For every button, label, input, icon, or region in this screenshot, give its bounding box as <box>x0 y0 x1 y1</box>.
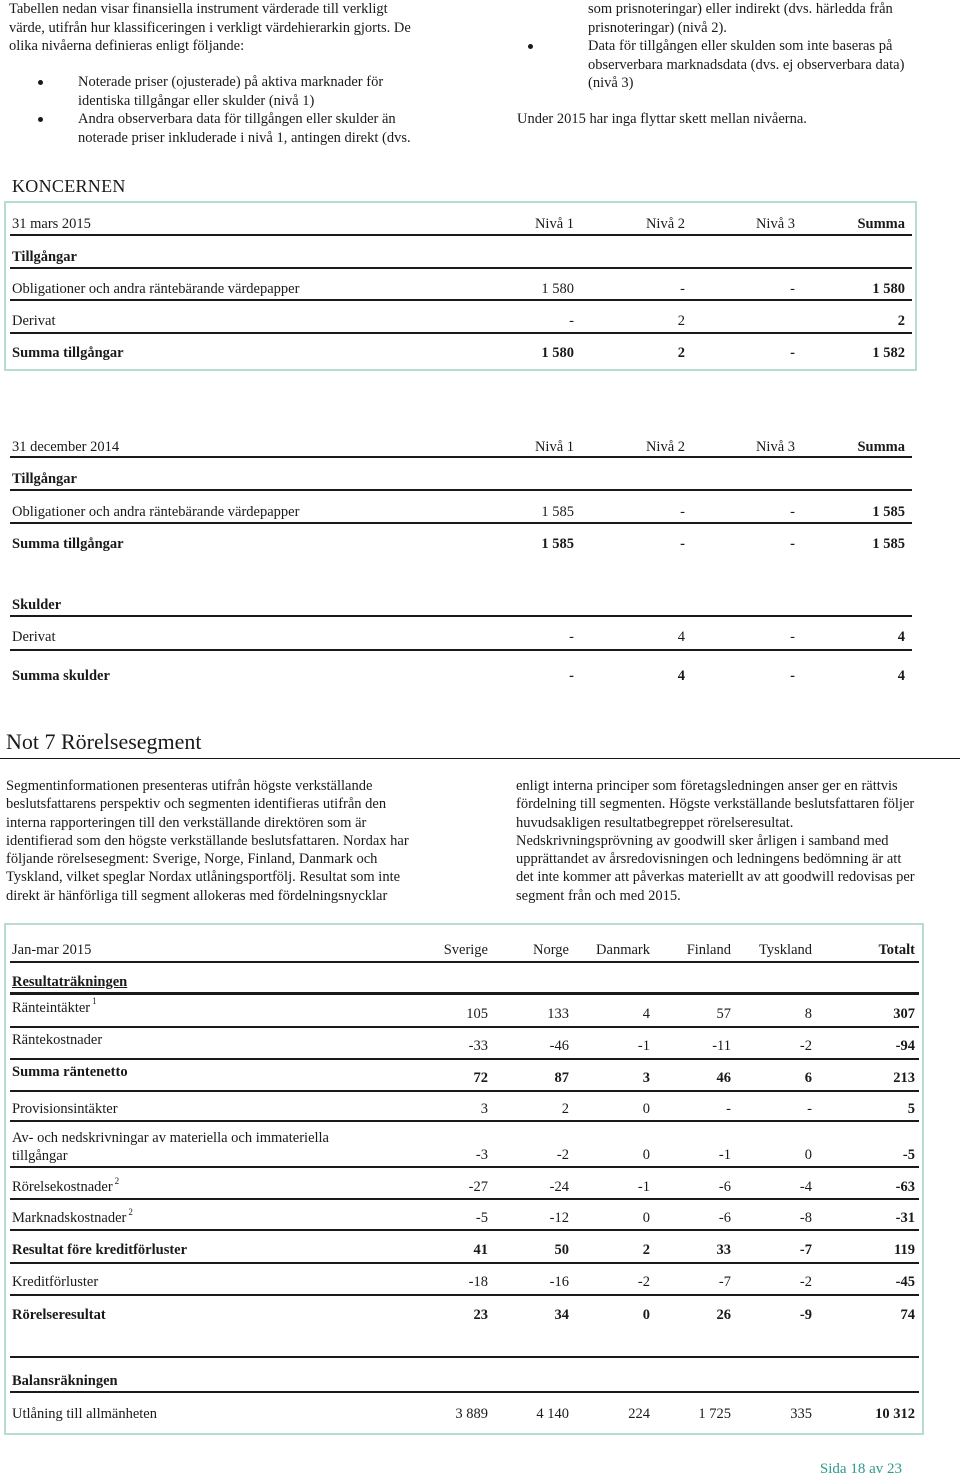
intro-line: olika nivåerna definieras enligt följande: <box>9 38 245 54</box>
table-cell: -2 <box>799 1038 812 1054</box>
table-row-total: Summa tillgångar 1 585 - - 1 585 <box>12 536 905 552</box>
table-row: Marknadskostnader $^2$ -5 -12 0 -6 -8 -31 <box>12 1207 915 1226</box>
table-cell: -7 <box>718 1274 731 1290</box>
divider <box>10 299 912 301</box>
note-title: Not 7 Rörelsesegment <box>6 729 202 754</box>
table-section: Skulder <box>12 597 62 613</box>
table-row-total: Summa tillgångar 1 580 2 - 1 582 <box>12 345 905 361</box>
table-row: Derivat - 2 2 <box>12 313 905 329</box>
table-cell: 307 <box>893 1006 915 1022</box>
divider <box>10 456 912 458</box>
table-cell: -11 <box>712 1038 731 1054</box>
level-list-left <box>0 73 480 147</box>
table-header: 31 december 2014 Nivå 1 Nivå 2 Nivå 3 Summa <box>12 439 905 455</box>
bullet-icon <box>38 117 43 122</box>
table-row: Kreditförluster -18 -16 -2 -7 -2 -45 <box>12 1274 915 1290</box>
divider <box>10 1120 919 1122</box>
table-cell: -31 <box>895 1210 915 1226</box>
table-cell: 87 <box>554 1070 569 1086</box>
table-cell: -8 <box>799 1210 812 1226</box>
divider <box>10 522 912 524</box>
table-header: 31 mars 2015 Nivå 1 Nivå 2 Nivå 3 Summa <box>12 216 905 232</box>
page-number: Sida 18 av 23 <box>819 1461 902 1477</box>
list-item-level-1: Noterade priser (ojusterade) på aktiva marknader för identiska tillgångar eller skulder (nivå 1) <box>0 73 480 110</box>
divider <box>10 1026 919 1028</box>
table-cell: -9 <box>799 1307 812 1323</box>
table-row: Utlåning till allmänheten 3 889 4 140 224 1 725 335 10 312 <box>12 1406 915 1422</box>
table-cell: - <box>807 1101 812 1117</box>
divider <box>10 267 912 269</box>
table-cell: -45 <box>895 1274 915 1290</box>
table-cell: 34 <box>554 1307 569 1323</box>
table-row: Räntekostnader -33 -46 -1 -11 -2 -94 <box>12 1032 915 1054</box>
table-cell: 0 <box>642 1147 650 1163</box>
table-cell: 3 <box>642 1070 650 1086</box>
table-cell: -94 <box>895 1038 915 1054</box>
divider <box>10 1229 919 1231</box>
divider <box>10 992 919 995</box>
table-cell: 50 <box>554 1242 569 1258</box>
table-cell: -12 <box>549 1210 569 1226</box>
table-cell: 74 <box>900 1307 915 1323</box>
intro-note: Under 2015 har inga flyttar skett mellan nivåerna. <box>517 111 807 127</box>
table-cell: 41 <box>473 1242 488 1258</box>
table-row: Resultat före kreditförluster 41 50 2 33 -7 119 <box>12 1242 915 1258</box>
table-cell: 0 <box>642 1307 650 1323</box>
table-cell: - <box>726 1101 731 1117</box>
divider <box>10 489 912 491</box>
table-cell: -24 <box>549 1179 569 1195</box>
table-cell: -2 <box>799 1274 812 1290</box>
table-cell: 57 <box>716 1006 731 1022</box>
footnote-marker: 2 <box>114 1176 120 1186</box>
table-cell: 72 <box>473 1070 488 1086</box>
table-cell: -46 <box>549 1038 569 1054</box>
table-cell: 4 <box>642 1006 650 1022</box>
table-cell: -2 <box>556 1147 569 1163</box>
divider <box>10 1166 919 1168</box>
table-cell: -6 <box>718 1179 731 1195</box>
table-cell: -2 <box>637 1274 650 1290</box>
divider <box>10 1356 919 1358</box>
table-cell: -4 <box>799 1179 812 1195</box>
table-row: Obligationer och andra räntebärande värdepapper 1 580 - - 1 580 <box>12 281 905 297</box>
divider <box>10 234 912 236</box>
footnote-marker: 2 <box>128 1207 133 1217</box>
table-row: Provisionsintäkter 3 2 0 - - 5 <box>12 1101 915 1117</box>
table-cell: 105 <box>466 1006 488 1022</box>
table-cell: 133 <box>547 1006 569 1022</box>
table-cell: 3 <box>480 1101 488 1117</box>
table-cell: 6 <box>804 1070 812 1086</box>
table-cell: -1 <box>637 1179 650 1195</box>
divider <box>10 615 912 617</box>
table-section: Tillgångar <box>12 249 77 265</box>
table-cell: -1 <box>718 1147 731 1163</box>
table-header: Jan-mar 2015 Sverige Norge Danmark Finland Tyskland Totalt <box>12 942 915 958</box>
table-cell: -6 <box>718 1210 731 1226</box>
table-cell: 0 <box>642 1101 650 1117</box>
list-item-level-2: Andra observerbara data för tillgången eller skulder än noterade priser inkluderade i nivå 1, antingen direkt (dvs. <box>0 110 480 147</box>
table-row: Rörelsekostnader $^2$ -27 -24 -1 -6 -4 -63 <box>12 1176 915 1195</box>
divider <box>10 332 912 334</box>
table-section: Resultaträkningen <box>12 974 128 990</box>
divider <box>10 1262 919 1264</box>
table-section: Balansräkningen <box>12 1373 118 1389</box>
table-cell: -63 <box>895 1179 915 1195</box>
table-row-total: Summa skulder - 4 - 4 <box>12 668 905 684</box>
intro-right: som prisnoteringar) eller indirekt (dvs. härledda från prisnoteringar) (nivå 2). <box>588 1 893 36</box>
table-cell: -1 <box>637 1038 650 1054</box>
divider <box>10 961 919 963</box>
divider <box>10 1391 919 1393</box>
table-cell: 2 <box>642 1242 650 1258</box>
table-cell: -7 <box>799 1242 812 1258</box>
title-underline <box>0 758 960 759</box>
bullet-icon <box>528 44 533 49</box>
table-cell: 8 <box>804 1006 812 1022</box>
divider <box>10 1090 919 1092</box>
table-cell: 46 <box>716 1070 731 1086</box>
table-cell: 33 <box>716 1242 731 1258</box>
table-cell: 2 <box>561 1101 569 1117</box>
intro-line: värde, utifrån hur klassificeringen i verkligt värdehierarkin gjorts. De <box>9 19 411 36</box>
table-cell: -5 <box>902 1147 915 1163</box>
footnote-marker: 1 <box>92 996 97 1006</box>
table-row: Rörelseresultat 23 34 0 26 -9 74 <box>12 1307 915 1323</box>
table-cell: 213 <box>893 1070 915 1086</box>
table-row: Ränteintäkter $^1$ 105 133 4 57 8 307 <box>12 996 915 1022</box>
table-cell: -27 <box>468 1179 488 1195</box>
divider <box>10 1294 919 1296</box>
table-cell: -33 <box>468 1038 488 1054</box>
intro-left <box>9 0 479 56</box>
table-row: Av- och nedskrivningar av materiella och immateriella tillgångar -3 -2 0 -1 0 -5 <box>12 1130 915 1164</box>
table-cell: -16 <box>549 1274 569 1290</box>
list-item-level-3: Data för tillgången eller skulden som inte baseras på observerbara marknadsdata (dvs. ej observerbara data) (nivå 3) <box>518 37 958 93</box>
table-cell: 119 <box>894 1242 915 1258</box>
table-row: Summa räntenetto 72 87 3 46 6 213 <box>12 1064 915 1086</box>
section-heading: KONCERNEN <box>12 176 126 196</box>
note-paragraph-right: enligt interna principer som företagsledningen anser ger en rättvis fördelning till segmenten. Högste verkställande beslutsfattaren följer huvudsakligen resultatbegreppet rörelseresultat. Nedskrivningsprövning av goodwill sker årligen i samband med upprättandet av årsredovisningen och ledningens bedömning är att det inte kommer att påverkas materiellt av att goodwill redovisas per segment från och med 2015. <box>516 778 915 904</box>
divider <box>10 1058 919 1060</box>
divider <box>10 1198 919 1200</box>
table-cell: 26 <box>716 1307 731 1323</box>
table-cell: -5 <box>475 1210 488 1226</box>
table-cell: -18 <box>468 1274 488 1290</box>
table-row: Derivat - 4 - 4 <box>12 629 905 645</box>
intro-line: Tabellen nedan visar finansiella instrument värderade till verkligt <box>9 1 388 17</box>
table-cell: 0 <box>642 1210 650 1226</box>
table-row: Obligationer och andra räntebärande värdepapper 1 585 - - 1 585 <box>12 504 905 520</box>
table-section: Tillgångar <box>12 471 77 487</box>
table-cell: 0 <box>804 1147 812 1163</box>
bullet-icon <box>38 80 43 85</box>
table-cell: -3 <box>475 1147 488 1163</box>
table-cell: 23 <box>473 1307 488 1323</box>
divider <box>10 649 912 651</box>
note-paragraph-left: Segmentinformationen presenteras utifrån högste verkställande beslutsfattarens perspektiv och segmenten identifieras utifrån den interna rapporteringen till den verkställande direktören som är identifierad som den högste verkställande beslutsfattaren. Nordax har följande rörelsesegment: Sverige, Norge, Finland, Danmark och Tyskland, vilket speglar Nordax utlåningsportfölj. Resultat som inte direkt är hänförliga till segment allokeras med fördelningsnycklar <box>6 778 409 904</box>
table-cell: 5 <box>907 1101 915 1117</box>
